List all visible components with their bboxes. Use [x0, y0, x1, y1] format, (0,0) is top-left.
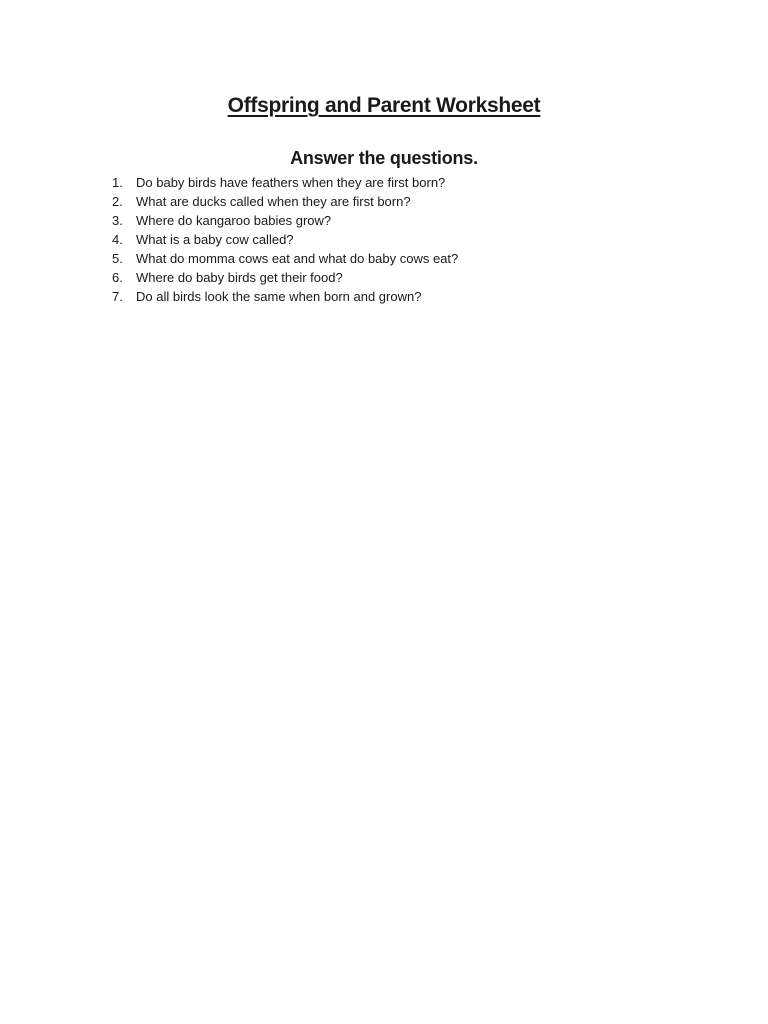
- question-number: 6.: [112, 270, 123, 285]
- question-text: What are ducks called when they are first born?: [136, 194, 411, 209]
- question-text: What do momma cows eat and what do baby cows eat?: [136, 251, 459, 266]
- question-text: Do all birds look the same when born and grown?: [136, 289, 422, 304]
- question-item: [112, 287, 672, 306]
- question-text: Where do baby birds get their food?: [136, 270, 343, 285]
- question-text: What is a baby cow called?: [136, 232, 294, 247]
- worksheet-title: Offspring and Parent Worksheet: [227, 94, 541, 117]
- question-item: [112, 268, 672, 287]
- question-number: 4.: [112, 232, 123, 247]
- question-item: [112, 192, 672, 211]
- question-text: Do baby birds have feathers when they are first born?: [136, 175, 446, 190]
- question-item: [112, 211, 672, 230]
- question-number: 7.: [112, 289, 123, 304]
- question-number: 3.: [112, 213, 123, 228]
- question-item: [112, 173, 672, 192]
- question-text: Where do kangaroo babies grow?: [136, 213, 332, 228]
- question-number: 5.: [112, 251, 123, 266]
- question-number: 1.: [112, 175, 123, 190]
- instructions-heading: Answer the questions.: [290, 148, 478, 168]
- question-number: 2.: [112, 194, 123, 209]
- question-item: [112, 249, 672, 268]
- question-list: [112, 173, 672, 306]
- question-item: [112, 230, 672, 249]
